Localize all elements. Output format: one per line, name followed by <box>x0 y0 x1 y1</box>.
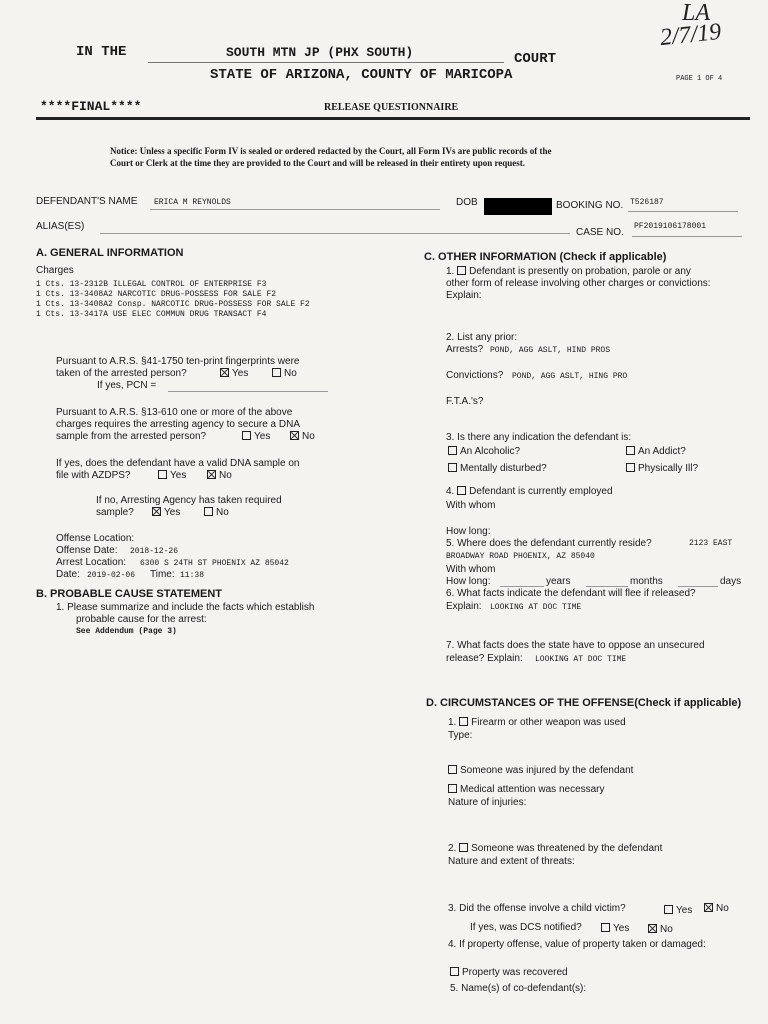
offense-date-label: Offense Date: <box>56 545 118 556</box>
empty-box-icon[interactable] <box>459 717 468 726</box>
addict-option[interactable] <box>626 446 686 458</box>
charge-2: 1 Cts. 13-3408A2 NARCOTIC DRUG-POSSESS FOR SALE F2 <box>36 290 277 299</box>
fingerprint-question-line-2: taken of the arrested person? <box>56 368 187 379</box>
notice-line-2: Court or Clerk at the time they are provided to the Court and will be released in their entirety upon request. <box>110 158 526 168</box>
child-victim-yes-option[interactable] <box>664 905 692 917</box>
recovered-label: Property was recovered <box>462 967 568 978</box>
empty-box-icon[interactable] <box>457 486 466 495</box>
section-a-title: A. GENERAL INFORMATION <box>36 247 184 259</box>
oppose-release-question-line-1: 7. What facts does the state have to oppose an unsecured <box>446 640 705 651</box>
flee-explain-value: LOOKING AT DOC TIME <box>490 603 582 612</box>
residence-value-1: 2123 EAST <box>689 539 733 548</box>
booking-line <box>628 211 738 212</box>
fta-label: F.T.A.'s? <box>446 396 484 407</box>
dna-question-line-2: charges requires the arresting agency to secure a DNA <box>56 419 301 430</box>
employment-text: Defendant is currently employed <box>469 486 613 497</box>
dob-label: DOB <box>456 197 478 208</box>
offense-location-label: Offense Location: <box>56 533 135 544</box>
medical-label: Medical attention was necessary <box>460 784 605 795</box>
nature-injuries-label: Nature of injuries: <box>448 797 527 808</box>
alcoholic-option[interactable] <box>448 446 520 458</box>
oppose-release-value: LOOKING AT DOC TIME <box>535 655 627 664</box>
dna-question-line-3: sample from the arrested person? <box>56 431 207 442</box>
section-c-title: C. OTHER INFORMATION (Check if applicable) <box>424 251 667 263</box>
checked-box-icon[interactable] <box>648 924 657 933</box>
threatened-text: Someone was threatened by the defendant <box>471 843 663 854</box>
valid-dna-yes-option[interactable] <box>158 470 186 482</box>
firearm-text: Firearm or other weapon was used <box>471 717 626 728</box>
dcs-no-option[interactable] <box>648 924 673 936</box>
employment-question <box>446 486 613 498</box>
empty-box-icon[interactable] <box>448 446 457 455</box>
alias-line <box>100 233 570 234</box>
residence-value-2: BROADWAY ROAD PHOENIX, AZ 85040 <box>446 552 595 561</box>
child-victim-no-option[interactable] <box>704 903 729 915</box>
residence-question: 5. Where does the defendant currently reside? <box>446 538 652 549</box>
defendant-name-value: ERICA M REYNOLDS <box>154 198 231 207</box>
residence-with-whom-label: With whom <box>446 564 496 575</box>
days-label: days <box>720 576 742 587</box>
physically-option[interactable] <box>626 463 698 475</box>
probation-text: Defendant is presently on probation, parole or any <box>469 266 691 277</box>
dcs-yes-option[interactable] <box>601 923 629 935</box>
court-label: COURT <box>514 51 557 67</box>
empty-box-icon[interactable] <box>450 967 459 976</box>
arrest-date-value: 2019-02-06 <box>87 571 136 580</box>
arrest-location-label: Arrest Location: <box>56 557 127 568</box>
notice-line-1: Notice: Unless a specific Form IV is sealed or ordered redacted by the Court, all Form IVs are public records of the <box>110 146 552 156</box>
fingerprint-no-option[interactable] <box>272 368 297 380</box>
defendant-name-label: DEFENDANT'S NAME <box>36 196 138 207</box>
checked-box-icon[interactable] <box>207 470 216 479</box>
checked-box-icon[interactable] <box>152 507 161 516</box>
charges-label: Charges <box>36 265 74 276</box>
question-number: 4. <box>446 486 455 497</box>
probation-question <box>446 266 691 278</box>
defendant-name-line <box>150 209 440 210</box>
indication-question: 3. Is there any indication the defendant is: <box>446 432 632 443</box>
yes-label: Yes <box>676 905 693 916</box>
probable-cause-question-line-2: probable cause for the arrest: <box>76 614 207 625</box>
child-victim-question: 3. Did the offense involve a child victim? <box>448 903 626 914</box>
empty-box-icon[interactable] <box>664 905 673 914</box>
section-d-title: D. CIRCUMSTANCES OF THE OFFENSE(Check if applicable) <box>426 697 742 709</box>
months-label: months <box>630 576 663 587</box>
employment-how-long-label: How long: <box>446 526 491 537</box>
flee-question: 6. What facts indicate the defendant will flee if released? <box>446 588 696 599</box>
valid-dna-line-2: file with AZDPS? <box>56 470 131 481</box>
injured-label: Someone was injured by the defendant <box>460 765 634 776</box>
oppose-release-question-line-2: release? Explain: <box>446 653 523 664</box>
dna-yes-option[interactable] <box>242 431 270 443</box>
arrest-location-value: 6300 S 24TH ST PHOENIX AZ 85042 <box>140 559 289 568</box>
no-label: No <box>219 470 232 481</box>
probable-cause-answer: See Addendum (Page 3) <box>76 627 177 636</box>
years-label: years <box>546 576 571 587</box>
medical-option[interactable] <box>448 784 605 796</box>
question-number: 1. <box>446 266 455 277</box>
case-value: PF2019106178001 <box>634 222 707 231</box>
empty-box-icon[interactable] <box>272 368 281 377</box>
booking-value: T526187 <box>630 198 664 207</box>
no-label: No <box>284 368 297 379</box>
mentally-option[interactable] <box>448 463 547 475</box>
court-name-underline <box>148 62 504 63</box>
fingerprint-question-line-1: Pursuant to A.R.S. §41-1750 ten-print fingerprints were <box>56 356 300 367</box>
question-number: 1. <box>448 717 457 728</box>
charge-3: 1 Cts. 13-3408A2 Consp. NARCOTIC DRUG-POSSESS FOR SALE F2 <box>36 300 310 309</box>
flee-explain-label: Explain: <box>446 601 482 612</box>
arrest-time-value: 11:38 <box>180 571 205 580</box>
offense-date-value: 2018-12-26 <box>130 547 179 556</box>
yes-label: Yes <box>254 431 271 442</box>
empty-box-icon[interactable] <box>601 923 610 932</box>
empty-box-icon[interactable] <box>448 765 457 774</box>
arrest-time-label: Time: <box>150 569 175 580</box>
arrests-value: POND, AGG ASLT, HIND PROS <box>490 346 611 355</box>
dna-question-line-1: Pursuant to A.R.S. §13-610 one or more of the above <box>56 407 293 418</box>
residence-how-long-label: How long: <box>446 576 491 587</box>
in-the-label: IN THE <box>76 44 127 60</box>
no-label: No <box>216 507 229 518</box>
yes-label: Yes <box>232 368 249 379</box>
employer-with-whom-label: With whom <box>446 500 496 511</box>
empty-box-icon[interactable] <box>242 431 251 440</box>
nature-threats-label: Nature and extent of threats: <box>448 856 575 867</box>
agency-sample-line-2: sample? <box>96 507 134 518</box>
checked-box-icon[interactable] <box>290 431 299 440</box>
probable-cause-question-line-1: 1. Please summarize and include the facts which establish <box>56 602 315 613</box>
days-blank[interactable] <box>678 586 718 587</box>
yes-label: Yes <box>613 923 630 934</box>
handwritten-date: 2/7/19 <box>658 18 723 52</box>
probation-question-line-2: other form of release involving other charges or convictions: <box>446 278 711 289</box>
state-county-line: STATE OF ARIZONA, COUNTY OF MARICOPA <box>210 67 513 83</box>
property-value-question: 4. If property offense, value of property taken or damaged: <box>448 939 706 950</box>
months-blank[interactable] <box>586 586 628 587</box>
court-name: SOUTH MTN JP (PHX SOUTH) <box>226 45 414 60</box>
valid-dna-line-1: If yes, does the defendant have a valid DNA sample on <box>56 458 300 469</box>
checked-box-icon[interactable] <box>220 368 229 377</box>
years-blank[interactable] <box>500 586 544 587</box>
alcoholic-label: An Alcoholic? <box>460 446 521 457</box>
empty-box-icon[interactable] <box>204 507 213 516</box>
physically-label: Physically Ill? <box>638 463 699 474</box>
agency-no-option[interactable] <box>204 507 229 519</box>
question-number: 2. <box>448 843 457 854</box>
convictions-value: POND, AGG ASLT, HING PRO <box>512 372 628 381</box>
empty-box-icon[interactable] <box>448 463 457 472</box>
case-label: CASE NO. <box>576 227 624 238</box>
handwritten-initials: LA <box>682 0 711 26</box>
page-number: PAGE 1 OF 4 <box>676 75 723 83</box>
booking-label: BOOKING NO. <box>556 200 624 211</box>
empty-box-icon[interactable] <box>158 470 167 479</box>
final-label: ****FINAL**** <box>40 99 142 114</box>
pcn-line <box>168 391 328 392</box>
weapon-type-label: Type: <box>448 730 473 741</box>
yes-label: Yes <box>170 470 187 481</box>
agency-yes-option[interactable] <box>152 507 180 519</box>
dob-redaction <box>484 198 552 215</box>
alias-label: ALIAS(ES) <box>36 221 85 232</box>
arrest-date-label: Date: <box>56 569 80 580</box>
empty-box-icon[interactable] <box>457 266 466 275</box>
dna-no-option[interactable] <box>290 431 315 443</box>
empty-box-icon[interactable] <box>459 843 468 852</box>
charge-1: 1 Cts. 13-2312B ILLEGAL CONTROL OF ENTERPRISE F3 <box>36 280 267 289</box>
empty-box-icon[interactable] <box>448 784 457 793</box>
no-label: No <box>716 903 729 914</box>
firearm-question <box>448 717 626 729</box>
empty-box-icon[interactable] <box>626 463 635 472</box>
injured-option[interactable] <box>448 765 633 777</box>
arrests-label: Arrests? <box>446 344 484 355</box>
checked-box-icon[interactable] <box>704 903 713 912</box>
mentally-label: Mentally disturbed? <box>460 463 547 474</box>
section-b-title: B. PROBABLE CAUSE STATEMENT <box>36 588 222 600</box>
probation-explain-label: Explain: <box>446 290 482 301</box>
co-defendants-label: 5. Name(s) of co-defendant(s): <box>450 983 587 994</box>
charge-4: 1 Cts. 13-3417A USE ELEC COMMUN DRUG TRANSACT F4 <box>36 310 267 319</box>
dcs-question: If yes, was DCS notified? <box>470 922 582 933</box>
no-label: No <box>302 431 315 442</box>
convictions-label: Convictions? <box>446 370 504 381</box>
valid-dna-no-option[interactable] <box>207 470 232 482</box>
threatened-question <box>448 843 662 855</box>
empty-box-icon[interactable] <box>626 446 635 455</box>
fingerprint-yes-option[interactable] <box>220 368 248 380</box>
case-line <box>632 236 742 237</box>
pcn-label: If yes, PCN = <box>97 380 157 391</box>
list-prior-label: 2. List any prior: <box>446 332 518 343</box>
agency-sample-line-1: If no, Arresting Agency has taken required <box>96 495 282 506</box>
header-rule <box>36 117 750 120</box>
no-label: No <box>660 924 673 935</box>
addict-label: An Addict? <box>638 446 686 457</box>
property-recovered-option[interactable] <box>450 967 568 979</box>
yes-label: Yes <box>164 507 181 518</box>
form-title: RELEASE QUESTIONNAIRE <box>324 102 459 113</box>
